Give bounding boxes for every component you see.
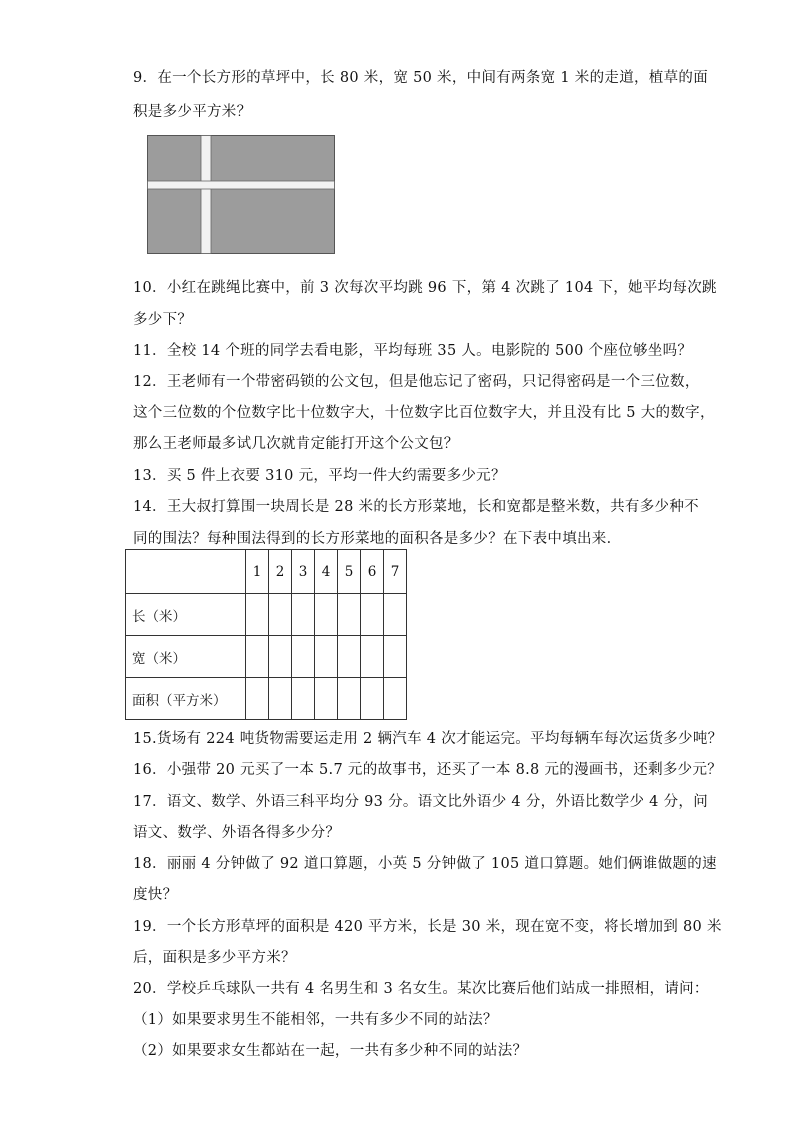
answer-cell[interactable]: [338, 636, 361, 678]
row-label-length: 长（米）: [126, 594, 246, 636]
q19-line-1: 19．一个长方形草坪的面积是 420 平方米，长是 30 米，现在宽不变，将长增加到 80 米: [133, 919, 722, 935]
answer-cell[interactable]: [315, 678, 338, 720]
answer-cell[interactable]: [361, 594, 384, 636]
answer-cell[interactable]: [246, 594, 269, 636]
q12-line-3: 那么王老师最多试几次就肯定能打开这个公文包？: [133, 436, 459, 452]
vertical-path: [201, 136, 211, 254]
answer-cell[interactable]: [292, 594, 315, 636]
table-corner-cell: [126, 550, 246, 594]
answer-cell[interactable]: [384, 594, 407, 636]
lawn-figure: [147, 135, 335, 254]
answer-cell[interactable]: [384, 636, 407, 678]
q14-line-2: 同的围法？每种围法得到的长方形菜地的面积各是多少？在下表中填出来．: [133, 531, 622, 547]
table-row-area: [126, 678, 407, 720]
answer-cell[interactable]: [384, 678, 407, 720]
q18-line-1: 18．丽丽 4 分钟做了 92 道口算题，小英 5 分钟做了 105 道口算题。她们俩谁做题的速: [133, 856, 717, 872]
q11: 11．全校 14 个班的同学去看电影，平均每班 35 人。电影院的 500 个座位够坐吗？: [133, 343, 693, 359]
q17-line-2: 语文、数学、外语各得多少分？: [133, 825, 341, 841]
answer-cell[interactable]: [269, 594, 292, 636]
column-header: 2: [269, 550, 292, 594]
q13: 13．买 5 件上衣要 310 元，平均一件大约需要多少元？: [133, 468, 506, 484]
q12-line-2: 这个三位数的个位数字比十位数字大，十位数字比百位数字大，并且没有比 5 大的数字，: [133, 405, 715, 421]
q14-line-1: 14．王大叔打算围一块周长是 28 米的长方形菜地，长和宽都是整米数，共有多少种不: [133, 499, 699, 515]
q12-line-1: 12．王老师有一个带密码锁的公文包，但是他忘记了密码，只记得密码是一个三位数，: [133, 374, 700, 390]
column-header: 3: [292, 550, 315, 594]
column-header: 4: [315, 550, 338, 594]
q19-line-2: 后，面积是多少平方米？: [133, 950, 296, 966]
table-header-row: [126, 550, 407, 594]
answer-cell[interactable]: [361, 636, 384, 678]
q18-line-2: 度快？: [133, 887, 178, 903]
q9-line-2: 积是多少平方米？: [133, 104, 252, 120]
table-row-width: [126, 636, 407, 678]
answer-cell[interactable]: [269, 678, 292, 720]
q20-line-2: （1）如果要求男生不能相邻，一共有多少不同的站法？: [133, 1012, 498, 1028]
horizontal-path: [148, 181, 335, 189]
column-header: 5: [338, 550, 361, 594]
column-header: 6: [361, 550, 384, 594]
lawn-outline: [148, 136, 335, 254]
answer-cell[interactable]: [292, 636, 315, 678]
answer-cell[interactable]: [315, 594, 338, 636]
q20-line-1: 20．学校乒乓球队一共有 4 名男生和 3 名女生。某次比赛后他们站成一排照相，请问：: [133, 981, 709, 997]
q17-line-1: 17．语文、数学、外语三科平均分 93 分。语文比外语少 4 分，外语比数学少 4 分，问: [133, 794, 709, 810]
answer-cell[interactable]: [338, 678, 361, 720]
row-label-area: 面积（平方米）: [126, 678, 246, 720]
q20-line-3: （2）如果要求女生都站在一起，一共有多少种不同的站法？: [133, 1043, 528, 1059]
answer-cell[interactable]: [269, 636, 292, 678]
column-header: 1: [246, 550, 269, 594]
answer-table: [125, 549, 407, 720]
q10-line-1: 10．小红在跳绳比赛中，前 3 次每次平均跳 96 下，第 4 次跳了 104 下，她平均每次跳: [133, 280, 717, 296]
q16: 16．小强带 20 元买了一本 5.7 元的故事书，还买了一本 8.8 元的漫画书，还剩多少元？: [133, 762, 723, 778]
answer-cell[interactable]: [361, 678, 384, 720]
q9-line-1: 9．在一个长方形的草坪中，长 80 米，宽 50 米，中间有两条宽 1 米的走道，植草的面: [133, 70, 709, 86]
q15: 15.货场有 224 吨货物需要运走用 2 辆汽车 4 次才能运完。平均每辆车每次运货多少吨？: [133, 731, 723, 747]
answer-cell[interactable]: [246, 636, 269, 678]
table-row-length: [126, 594, 407, 636]
answer-cell[interactable]: [338, 594, 361, 636]
row-label-width: 宽（米）: [126, 636, 246, 678]
q10-line-2: 多少下？: [133, 312, 193, 328]
answer-cell[interactable]: [315, 636, 338, 678]
answer-cell[interactable]: [292, 678, 315, 720]
answer-cell[interactable]: [246, 678, 269, 720]
column-header: 7: [384, 550, 407, 594]
